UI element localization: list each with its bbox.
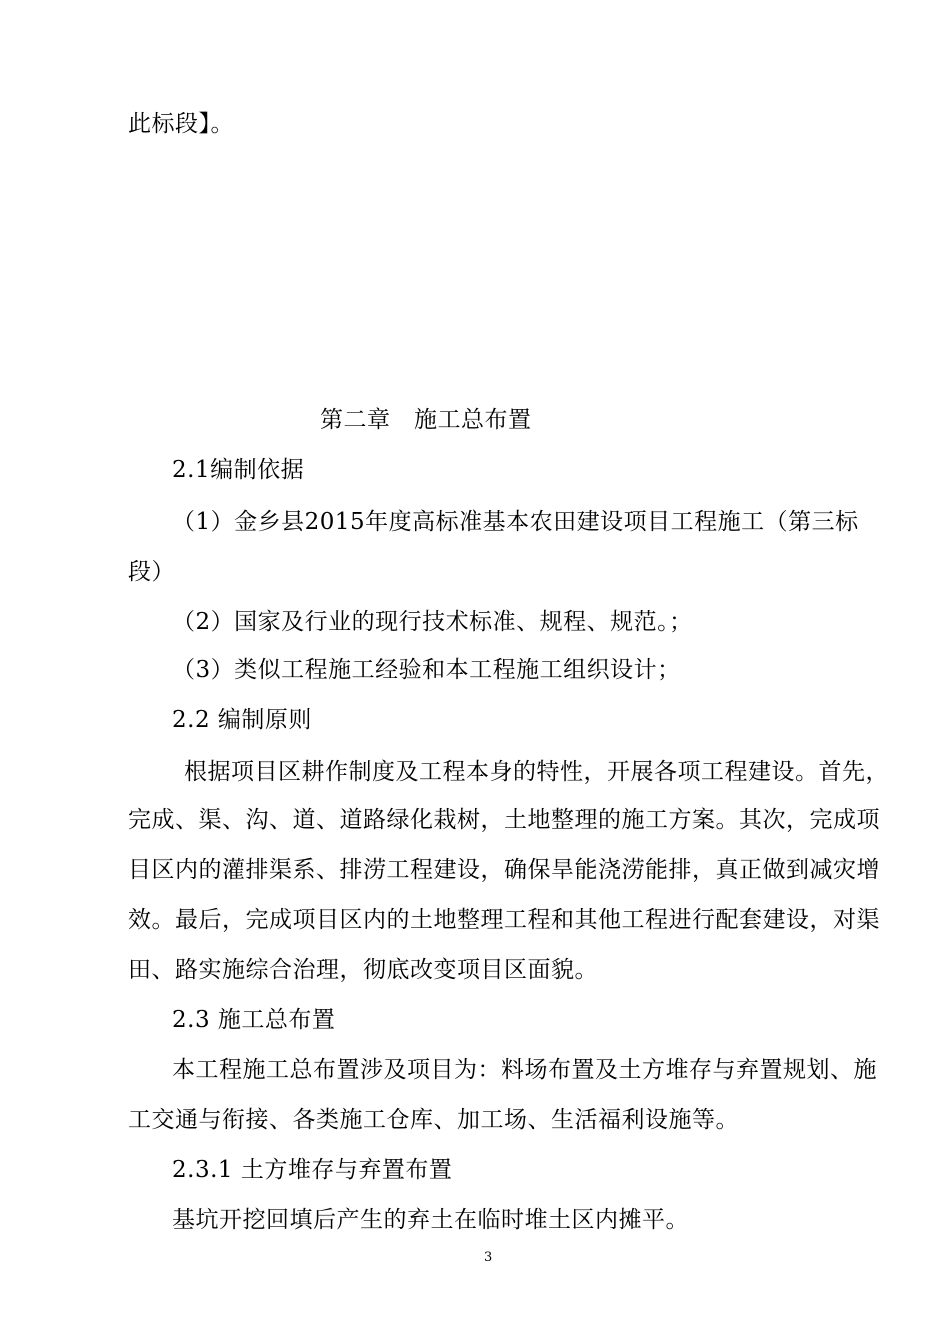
section-2-2-paragraph-line-1: 根据项目区耕作制度及工程本身的特性，开展各项工程建设。首先，	[184, 759, 889, 785]
chapter-title: 第二章 施工总布置	[320, 407, 532, 433]
section-2-2-heading: 2.2 编制原则	[172, 707, 312, 733]
section-2-3-1-heading: 2.3.1 土方堆存与弃置布置	[172, 1157, 453, 1183]
section-2-2-paragraph-line-3: 目区内的灌排渠系、排涝工程建设，确保旱能浇涝能排，真正做到减灾增	[128, 857, 880, 883]
section-2-3-paragraph-line-2: 工交通与衔接、各类施工仓库、加工场、生活福利设施等。	[128, 1107, 739, 1133]
section-2-2-paragraph-line-2: 完成、渠、沟、道、道路绿化栽树，土地整理的施工方案。其次，完成项	[128, 807, 880, 833]
section-2-3-1-paragraph: 基坑开挖回填后产生的弃土在临时堆土区内摊平。	[172, 1207, 689, 1233]
section-2-1-heading: 2.1编制依据	[172, 457, 305, 483]
section-2-3-heading: 2.3 施工总布置	[172, 1007, 336, 1033]
section-2-2-paragraph-line-5: 田、路实施综合治理，彻底改变项目区面貌。	[128, 957, 598, 983]
carry-over-text: 此标段】。	[128, 111, 234, 137]
page-number: 3	[484, 1250, 493, 1265]
section-2-1-item-2: （2）国家及行业的现行技术标准、规程、规范。；	[172, 609, 693, 635]
section-2-3-paragraph-line-1: 本工程施工总布置涉及项目为：料场布置及土方堆存与弃置规划、施	[172, 1057, 877, 1083]
section-2-1-item-1: （1）金乡县2015年度高标准基本农田建设项目工程施工（第三标	[172, 509, 859, 535]
section-2-1-item-3: （3）类似工程施工经验和本工程施工组织设计；	[172, 657, 681, 683]
section-2-2-paragraph-line-4: 效。最后，完成项目区内的土地整理工程和其他工程进行配套建设，对渠	[128, 907, 880, 933]
section-2-1-item-1-cont: 段）	[128, 559, 175, 585]
